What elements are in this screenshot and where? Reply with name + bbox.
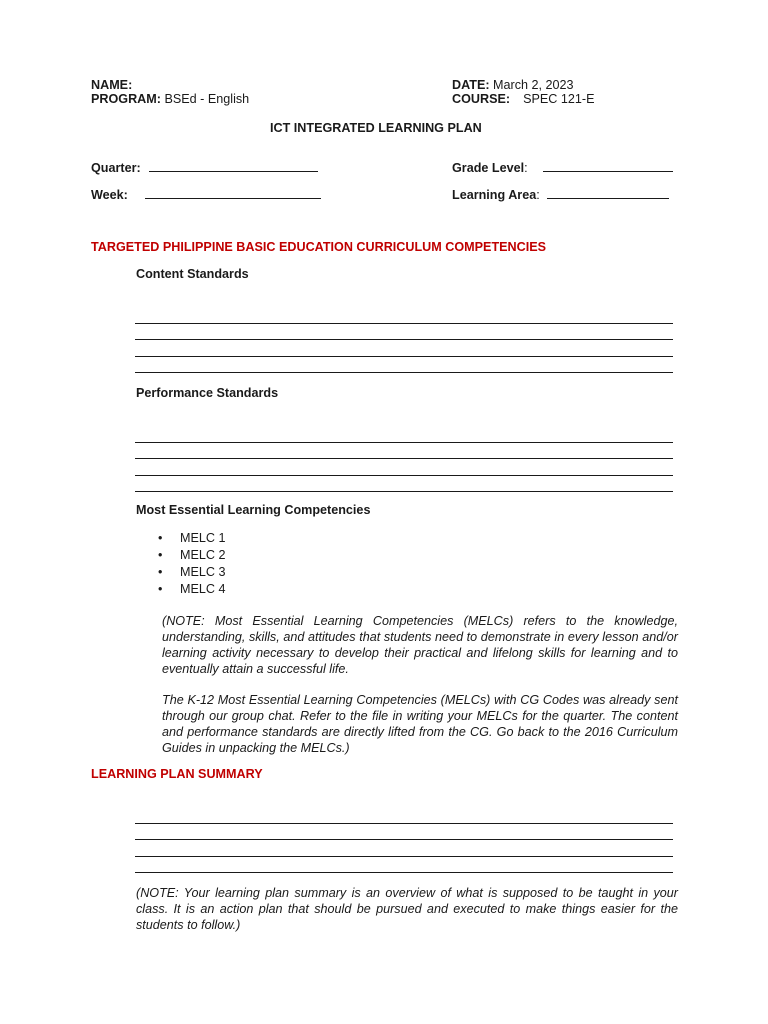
bullet-icon: •: [158, 531, 163, 545]
melc-item: MELC 2: [180, 548, 226, 562]
melc-cg-note: The K-12 Most Essential Learning Competencies (MELCs) with CG Codes was already sent through our group chat. Refer to the file in writing your MELCs for the quarter. The content and performance standards are directly lifted from the CG. Go back to the 2016 Curriculum Guides in unpacking the MELCs.): [162, 693, 678, 755]
quarter-blank[interactable]: [149, 160, 318, 172]
learning-area-label: Learning Area: [452, 188, 537, 202]
content-standards-line[interactable]: [135, 323, 673, 324]
course-label: COURSE:: [452, 92, 511, 106]
summary-line[interactable]: [135, 872, 673, 873]
content-standards-line[interactable]: [135, 339, 673, 340]
curriculum-competencies-heading: TARGETED PHILIPPINE BASIC EDUCATION CURRICULUM COMPETENCIES: [91, 240, 547, 254]
learning-area-blank[interactable]: [547, 187, 669, 199]
learning-area-colon: :: [536, 188, 540, 202]
grade-level-colon: :: [524, 161, 528, 175]
content-standards-line[interactable]: [135, 356, 673, 357]
content-standards-label: Content Standards: [136, 267, 249, 281]
content-standards-line[interactable]: [135, 372, 673, 373]
summary-line[interactable]: [135, 839, 673, 840]
learning-plan-summary-heading: LEARNING PLAN SUMMARY: [91, 767, 263, 781]
course-value: SPEC 121-E: [523, 92, 595, 106]
week-label: Week:: [91, 188, 128, 202]
quarter-label: Quarter:: [91, 161, 141, 175]
date-label: DATE:: [452, 78, 490, 92]
learning-area-field: [452, 187, 669, 202]
name-label: NAME:: [91, 78, 133, 92]
performance-standards-line[interactable]: [135, 491, 673, 492]
week-field: [91, 187, 321, 202]
melc-heading: Most Essential Learning Competencies: [136, 503, 371, 517]
bullet-icon: •: [158, 582, 163, 596]
program-label: PROGRAM:: [91, 92, 161, 106]
list-item: [158, 565, 226, 579]
bullet-icon: •: [158, 548, 163, 562]
date-line: [452, 78, 574, 92]
grade-level-field: [452, 160, 673, 175]
melc-item: MELC 3: [180, 565, 226, 579]
program-value: BSEd - English: [164, 92, 250, 106]
list-item: [158, 582, 226, 596]
page-title: ICT INTEGRATED LEARNING PLAN: [270, 121, 482, 135]
melc-item: MELC 4: [180, 582, 226, 596]
program-line: [91, 92, 249, 106]
date-value: March 2, 2023: [493, 78, 574, 92]
bullet-icon: •: [158, 565, 163, 579]
list-item: [158, 548, 226, 562]
melc-item: MELC 1: [180, 531, 226, 545]
course-line: [452, 92, 594, 106]
summary-line[interactable]: [135, 856, 673, 857]
quarter-field: [91, 160, 318, 175]
performance-standards-line[interactable]: [135, 442, 673, 443]
performance-standards-label: Performance Standards: [136, 386, 279, 400]
summary-note: (NOTE: Your learning plan summary is an overview of what is supposed to be taught in your class. It is an action plan that should be pursued and executed to make things easier for the students to follow.): [136, 886, 678, 932]
list-item: [158, 531, 226, 545]
performance-standards-line[interactable]: [135, 458, 673, 459]
summary-line[interactable]: [135, 823, 673, 824]
performance-standards-line[interactable]: [135, 475, 673, 476]
grade-level-label: Grade Level: [452, 161, 525, 175]
week-blank[interactable]: [145, 187, 321, 199]
melc-note: (NOTE: Most Essential Learning Competencies (MELCs) refers to the knowledge, understanding, skills, and attitudes that students need to demonstrate in every lesson and/or learning activity necessary to develop their practical and lifelong skills for learning and to eventually attain a successful life.: [162, 614, 678, 676]
grade-level-blank[interactable]: [543, 160, 673, 172]
